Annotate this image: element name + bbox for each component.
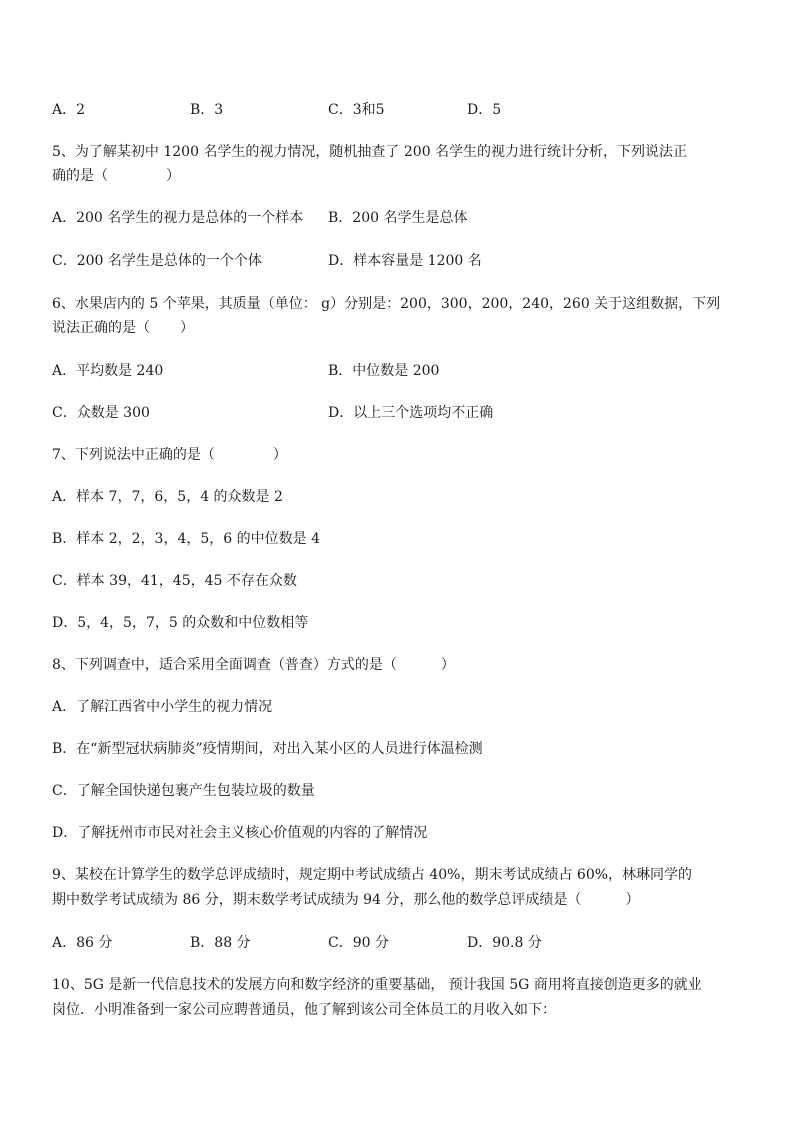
q9-option-b: B．88 分 — [190, 935, 251, 951]
q10-stem-line-1: 10、5G 是新一代信息技术的发展方向和数字经济的重要基础， 预计我国 5G 商用将直接创造更多的就业 — [52, 977, 702, 993]
q9-option-d: D．90.8 分 — [467, 935, 542, 951]
q7-stem-text: 7、下列说法中正确的是（ — [52, 447, 215, 463]
q7-option-a: A．样本 7，7，6，5，4 的众数是 2 — [52, 489, 283, 505]
q5-stem-line-1: 5、为了解某初中 1200 名学生的视力情况，随机抽查了 200 名学生的视力进行统计分析，下列说法正 — [52, 144, 688, 160]
q6-option-a: A．平均数是 240 — [52, 363, 164, 379]
q8-option-a: A．了解江西省中小学生的视力情况 — [52, 699, 273, 715]
q5-stem-close: ） — [166, 168, 180, 184]
q6-option-c: C．众数是 300 — [52, 405, 150, 421]
q6-stem-text: 说法正确的是（ — [52, 320, 150, 336]
q4-option-b: B．3 — [190, 102, 224, 118]
q5-option-a: A．200 名学生的视力是总体的一个样本 — [52, 210, 304, 226]
q8-stem-close: ） — [440, 657, 455, 673]
q5-option-c: C．200 名学生是总体的一个个体 — [52, 253, 262, 269]
q8-option-c: C．了解全国快递包裹产生包装垃圾的数量 — [52, 783, 315, 799]
q7-stem — [52, 445, 287, 465]
q4-option-d: D．5 — [467, 102, 502, 118]
q6-stem-line-2 — [52, 318, 194, 338]
q7-option-d: D．5，4，5，7，5 的众数和中位数相等 — [52, 615, 309, 631]
q6-stem-close: ） — [180, 320, 194, 336]
q9-stem-line-2 — [52, 890, 639, 910]
q5-option-b: B．200 名学生是总体 — [328, 210, 468, 226]
q5-stem-line-2 — [52, 166, 180, 186]
q8-option-b: B．在“新型冠状病肺炎”疫情期间，对出入某小区的人员进行体温检测 — [52, 741, 483, 757]
q7-stem-close: ） — [272, 447, 287, 463]
q5-option-d: D．样本容量是 1200 名 — [328, 253, 482, 269]
q9-option-a: A．86 分 — [52, 935, 113, 951]
q9-stem-close: ） — [625, 892, 640, 908]
q8-option-d: D．了解抚州市市民对社会主义核心价值观的内容的了解情况 — [52, 825, 428, 841]
q10-stem-line-2: 岗位．小明准备到一家公司应聘普通员，他了解到该公司全体员工的月收入如下： — [52, 1002, 556, 1018]
q9-stem-line-1: 9、某校在计算学生的数学总评成绩时，规定期中考试成绩占 40%，期末考试成绩占 60%，林琳同学的 — [52, 867, 693, 883]
q7-option-b: B．样本 2，2，3，4，5，6 的中位数是 4 — [52, 531, 320, 547]
q6-option-d: D．以上三个选项均不正确 — [328, 405, 494, 421]
q7-option-c: C．样本 39，41，45，45 不存在众数 — [52, 573, 297, 589]
q9-stem-text: 期中数学考试成绩为 86 分，期末数学考试成绩为 94 分，那么他的数学总评成绩是（ — [52, 892, 582, 908]
q5-stem-text: 确的是（ — [52, 168, 108, 184]
q6-option-b: B．中位数是 200 — [328, 363, 440, 379]
q8-stem-text: 8、下列调查中，适合采用全面调查（普查）方式的是（ — [52, 657, 397, 673]
q9-option-c: C．90 分 — [328, 935, 389, 951]
q8-stem — [52, 655, 455, 675]
q6-stem-line-1: 6、水果店内的 5 个苹果，其质量（单位： g）分别是：200，300，200，240，260 关于这组数据，下列 — [52, 296, 721, 312]
q4-option-a: A．2 — [52, 102, 86, 118]
q4-option-c: C．3和5 — [328, 102, 385, 118]
